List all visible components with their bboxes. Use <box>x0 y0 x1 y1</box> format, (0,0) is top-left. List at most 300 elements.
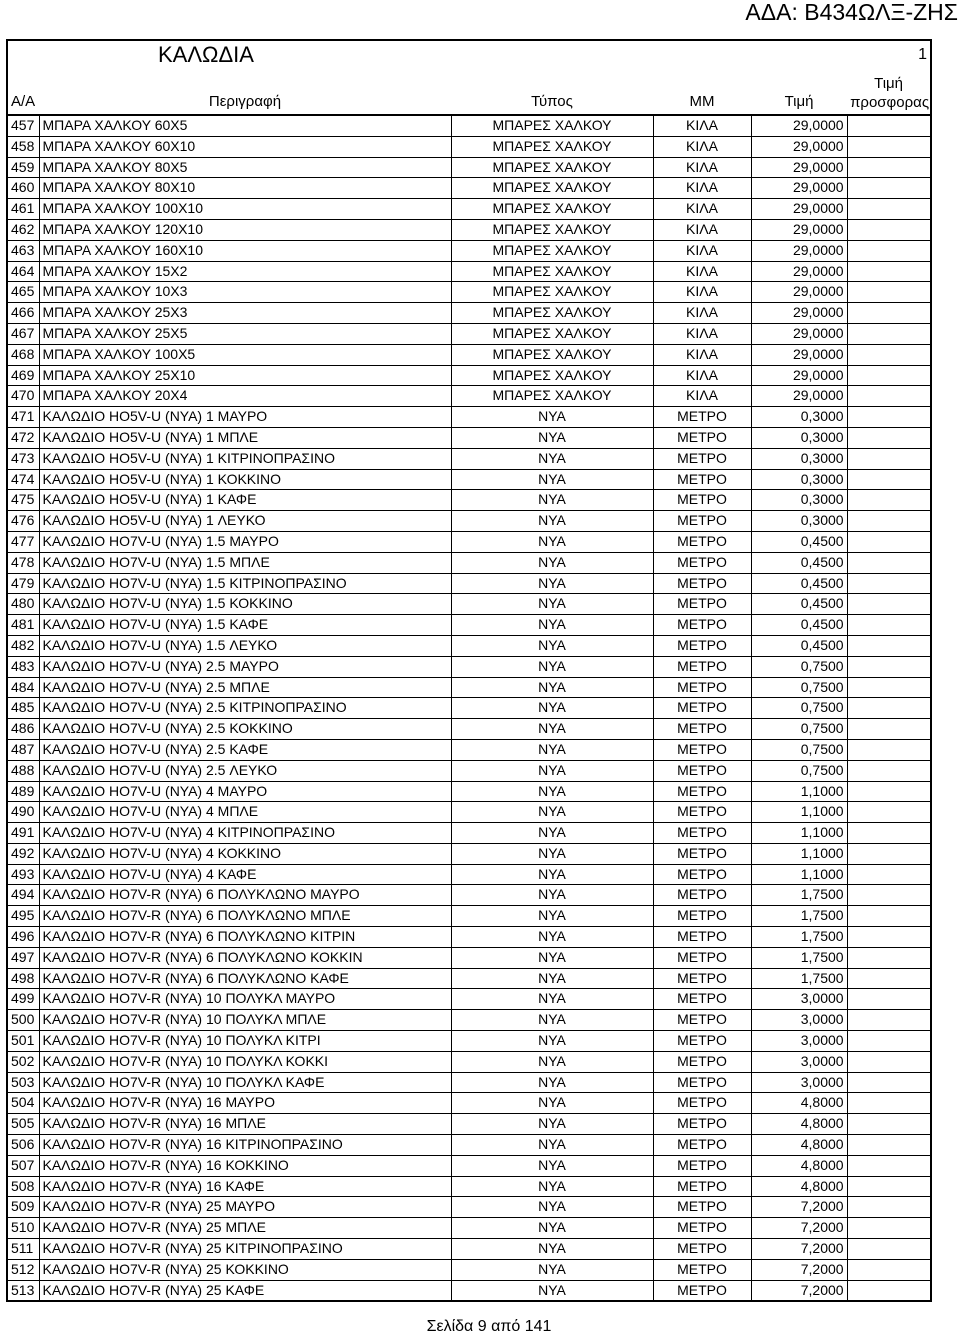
row-offer[interactable] <box>847 781 931 802</box>
row-unit: ΚΙΛΑ <box>653 303 751 324</box>
row-type: NYA <box>451 719 653 740</box>
row-description: ΚΑΛΩΔΙΟ HO7V-U (NYA) 4 ΚΑΦΕ <box>39 864 451 885</box>
row-price: 0,3000 <box>751 511 847 532</box>
row-number: 475 <box>7 490 39 511</box>
row-unit: ΚΙΛΑ <box>653 282 751 303</box>
row-type: ΜΠΑΡΕΣ ΧΑΛΚΟΥ <box>451 261 653 282</box>
row-price: 3,0000 <box>751 1010 847 1031</box>
row-offer[interactable] <box>847 490 931 511</box>
row-unit: ΜΕΤΡΟ <box>653 1197 751 1218</box>
row-unit: ΜΕΤΡΟ <box>653 1031 751 1052</box>
footer-text: Σελίδα 9 από 141 <box>426 1318 552 1335</box>
row-number: 473 <box>7 448 39 469</box>
row-price: 4,8000 <box>751 1155 847 1176</box>
row-type: ΜΠΑΡΕΣ ΧΑΛΚΟΥ <box>451 178 653 199</box>
price-table <box>6 39 932 1302</box>
row-offer[interactable] <box>847 635 931 656</box>
row-unit: ΚΙΛΑ <box>653 323 751 344</box>
row-type: NYA <box>451 906 653 927</box>
row-unit: ΜΕΤΡΟ <box>653 739 751 760</box>
row-description: ΜΠΑΡΑ ΧΑΛΚΟΥ 120Χ10 <box>39 219 451 240</box>
header-offer <box>847 68 931 115</box>
row-description: ΜΠΑΡΑ ΧΑΛΚΟΥ 20Χ4 <box>39 386 451 407</box>
row-type: NYA <box>451 635 653 656</box>
row-price: 0,4500 <box>751 594 847 615</box>
row-unit: ΚΙΛΑ <box>653 240 751 261</box>
header-type: Τύπος <box>451 68 653 115</box>
row-offer[interactable] <box>847 1197 931 1218</box>
row-type: ΜΠΑΡΕΣ ΧΑΛΚΟΥ <box>451 365 653 386</box>
row-unit: ΚΙΛΑ <box>653 261 751 282</box>
row-description: ΚΑΛΩΔΙΟ HO7V-R (NYA) 10 ΠΟΛΥΚΛ ΚΑΦΕ <box>39 1072 451 1093</box>
row-offer[interactable] <box>847 989 931 1010</box>
row-unit: ΚΙΛΑ <box>653 386 751 407</box>
row-number: 507 <box>7 1155 39 1176</box>
row-price: 29,0000 <box>751 261 847 282</box>
row-price: 1,1000 <box>751 781 847 802</box>
row-type: NYA <box>451 781 653 802</box>
row-unit: ΜΕΤΡΟ <box>653 1135 751 1156</box>
row-unit: ΜΕΤΡΟ <box>653 635 751 656</box>
row-offer[interactable] <box>847 282 931 303</box>
row-type: NYA <box>451 698 653 719</box>
header-row <box>7 68 931 115</box>
row-description: ΚΑΛΩΔΙΟ HO7V-R (NYA) 6 ΠΟΛΥΚΛΩΝΟ ΚΙΤΡΙΝ <box>39 927 451 948</box>
row-unit: ΜΕΤΡΟ <box>653 677 751 698</box>
row-offer[interactable] <box>847 365 931 386</box>
row-description: ΜΠΑΡΑ ΧΑΛΚΟΥ 25Χ3 <box>39 303 451 324</box>
row-description: ΚΑΛΩΔΙΟ HO7V-U (NYA) 2.5 ΜΠΛΕ <box>39 677 451 698</box>
row-number: 487 <box>7 739 39 760</box>
row-unit: ΜΕΤΡΟ <box>653 656 751 677</box>
table-row <box>7 968 931 989</box>
row-offer[interactable] <box>847 240 931 261</box>
row-type: ΜΠΑΡΕΣ ΧΑΛΚΟΥ <box>451 344 653 365</box>
table-row <box>7 1031 931 1052</box>
row-type: NYA <box>451 968 653 989</box>
row-offer[interactable] <box>847 615 931 636</box>
row-offer[interactable] <box>847 760 931 781</box>
row-type: NYA <box>451 594 653 615</box>
row-type: NYA <box>451 1093 653 1114</box>
table-row <box>7 677 931 698</box>
table-row <box>7 739 931 760</box>
row-unit: ΜΕΤΡΟ <box>653 760 751 781</box>
row-number: 509 <box>7 1197 39 1218</box>
row-offer[interactable] <box>847 115 931 136</box>
row-price: 0,3000 <box>751 490 847 511</box>
row-description: ΚΑΛΩΔΙΟ HO7V-U (NYA) 1.5 ΜΑΥΡΟ <box>39 531 451 552</box>
row-type: ΜΠΑΡΕΣ ΧΑΛΚΟΥ <box>451 303 653 324</box>
table-row <box>7 157 931 178</box>
row-price: 0,4500 <box>751 635 847 656</box>
row-offer[interactable] <box>847 1280 931 1301</box>
row-offer[interactable] <box>847 323 931 344</box>
row-offer[interactable] <box>847 1093 931 1114</box>
row-offer[interactable] <box>847 386 931 407</box>
row-offer[interactable] <box>847 1072 931 1093</box>
row-offer[interactable] <box>847 927 931 948</box>
row-description: ΚΑΛΩΔΙΟ HO7V-U (NYA) 2.5 ΚΙΤΡΙΝΟΠΡΑΣΙΝΟ <box>39 698 451 719</box>
row-unit: ΜΕΤΡΟ <box>653 864 751 885</box>
row-price: 0,3000 <box>751 448 847 469</box>
row-unit: ΜΕΤΡΟ <box>653 781 751 802</box>
row-number: 491 <box>7 823 39 844</box>
row-number: 506 <box>7 1135 39 1156</box>
row-description: ΚΑΛΩΔΙΟ HO5V-U (NYA) 1 ΛΕΥΚΟ <box>39 511 451 532</box>
row-unit: ΚΙΛΑ <box>653 136 751 157</box>
row-offer[interactable] <box>847 1010 931 1031</box>
row-description: ΚΑΛΩΔΙΟ HO7V-U (NYA) 1.5 ΚΑΦΕ <box>39 615 451 636</box>
row-unit: ΜΕΤΡΟ <box>653 947 751 968</box>
row-number: 470 <box>7 386 39 407</box>
table-row <box>7 760 931 781</box>
row-offer[interactable] <box>847 427 931 448</box>
table-row <box>7 407 931 428</box>
row-type: ΜΠΑΡΕΣ ΧΑΛΚΟΥ <box>451 282 653 303</box>
row-description: ΚΑΛΩΔΙΟ HO7V-U (NYA) 4 ΜΑΥΡΟ <box>39 781 451 802</box>
row-description: ΚΑΛΩΔΙΟ HO5V-U (NYA) 1 ΚΟΚΚΙΝΟ <box>39 469 451 490</box>
row-type: ΜΠΑΡΕΣ ΧΑΛΚΟΥ <box>451 157 653 178</box>
row-number: 481 <box>7 615 39 636</box>
row-number: 467 <box>7 323 39 344</box>
row-offer[interactable] <box>847 739 931 760</box>
table-row <box>7 1280 931 1301</box>
table-row <box>7 906 931 927</box>
row-unit: ΜΕΤΡΟ <box>653 968 751 989</box>
table-row <box>7 178 931 199</box>
row-type: NYA <box>451 1031 653 1052</box>
row-price: 29,0000 <box>751 157 847 178</box>
row-unit: ΚΙΛΑ <box>653 344 751 365</box>
row-type: NYA <box>451 1010 653 1031</box>
table-row <box>7 719 931 740</box>
row-number: 480 <box>7 594 39 615</box>
row-type: NYA <box>451 989 653 1010</box>
row-description: ΚΑΛΩΔΙΟ HO7V-R (NYA) 6 ΠΟΛΥΚΛΩΝΟ ΜΑΥΡΟ <box>39 885 451 906</box>
row-description: ΜΠΑΡΑ ΧΑΛΚΟΥ 80Χ5 <box>39 157 451 178</box>
row-unit: ΜΕΤΡΟ <box>653 698 751 719</box>
row-offer[interactable] <box>847 823 931 844</box>
row-unit: ΜΕΤΡΟ <box>653 531 751 552</box>
row-offer[interactable] <box>847 407 931 428</box>
row-offer[interactable] <box>847 1218 931 1239</box>
page-number: 1 <box>847 40 931 68</box>
row-offer[interactable] <box>847 885 931 906</box>
header-offer-line2: προσφορας <box>850 94 930 111</box>
row-unit: ΜΕΤΡΟ <box>653 1280 751 1301</box>
table-row <box>7 573 931 594</box>
row-offer[interactable] <box>847 573 931 594</box>
row-description: ΚΑΛΩΔΙΟ HO5V-U (NYA) 1 ΜΠΛΕ <box>39 427 451 448</box>
row-description: ΚΑΛΩΔΙΟ HO7V-R (NYA) 25 ΚΑΦΕ <box>39 1280 451 1301</box>
row-offer[interactable] <box>847 719 931 740</box>
row-number: 461 <box>7 199 39 220</box>
row-type: NYA <box>451 1155 653 1176</box>
row-description: ΚΑΛΩΔΙΟ HO7V-U (NYA) 2.5 ΚΑΦΕ <box>39 739 451 760</box>
row-offer[interactable] <box>847 552 931 573</box>
row-unit: ΜΕΤΡΟ <box>653 1010 751 1031</box>
row-description: ΚΑΛΩΔΙΟ HO7V-U (NYA) 2.5 ΚΟΚΚΙΝΟ <box>39 719 451 740</box>
row-unit: ΜΕΤΡΟ <box>653 573 751 594</box>
table-row <box>7 261 931 282</box>
row-description: ΚΑΛΩΔΙΟ HO7V-U (NYA) 1.5 ΜΠΛΕ <box>39 552 451 573</box>
row-price: 7,2000 <box>751 1259 847 1280</box>
table-row <box>7 1093 931 1114</box>
row-number: 511 <box>7 1239 39 1260</box>
row-unit: ΜΕΤΡΟ <box>653 1176 751 1197</box>
row-offer[interactable] <box>847 864 931 885</box>
row-offer[interactable] <box>847 1259 931 1280</box>
row-price: 0,3000 <box>751 427 847 448</box>
row-price: 7,2000 <box>751 1197 847 1218</box>
row-offer[interactable] <box>847 511 931 532</box>
row-price: 0,7500 <box>751 698 847 719</box>
row-description: ΚΑΛΩΔΙΟ HO7V-R (NYA) 25 ΜΠΛΕ <box>39 1218 451 1239</box>
row-number: 504 <box>7 1093 39 1114</box>
row-number: 463 <box>7 240 39 261</box>
row-offer[interactable] <box>847 947 931 968</box>
row-number: 490 <box>7 802 39 823</box>
row-unit: ΜΕΤΡΟ <box>653 1114 751 1135</box>
row-description: ΜΠΑΡΑ ΧΑΛΚΟΥ 80Χ10 <box>39 178 451 199</box>
table-row <box>7 947 931 968</box>
row-offer[interactable] <box>847 968 931 989</box>
table-row <box>7 864 931 885</box>
table-row <box>7 469 931 490</box>
row-offer[interactable] <box>847 1176 931 1197</box>
header-unit: ΜΜ <box>653 68 751 115</box>
row-price: 29,0000 <box>751 178 847 199</box>
row-type: NYA <box>451 407 653 428</box>
row-number: 479 <box>7 573 39 594</box>
table-row <box>7 282 931 303</box>
table-row <box>7 823 931 844</box>
row-type: NYA <box>451 843 653 864</box>
row-number: 486 <box>7 719 39 740</box>
row-price: 0,7500 <box>751 656 847 677</box>
table-row <box>7 1114 931 1135</box>
row-unit: ΜΕΤΡΟ <box>653 1259 751 1280</box>
table-row <box>7 1218 931 1239</box>
row-type: NYA <box>451 1218 653 1239</box>
row-offer[interactable] <box>847 344 931 365</box>
row-offer[interactable] <box>847 594 931 615</box>
row-type: NYA <box>451 1239 653 1260</box>
row-offer[interactable] <box>847 1051 931 1072</box>
row-price: 4,8000 <box>751 1093 847 1114</box>
row-unit: ΜΕΤΡΟ <box>653 1072 751 1093</box>
row-unit: ΜΕΤΡΟ <box>653 511 751 532</box>
row-type: NYA <box>451 885 653 906</box>
row-description: ΚΑΛΩΔΙΟ HO7V-R (NYA) 16 ΚΙΤΡΙΝΟΠΡΑΣΙΝΟ <box>39 1135 451 1156</box>
row-description: ΚΑΛΩΔΙΟ HO7V-R (NYA) 6 ΠΟΛΥΚΛΩΝΟ ΜΠΛΕ <box>39 906 451 927</box>
row-description: ΜΠΑΡΑ ΧΑΛΚΟΥ 25Χ5 <box>39 323 451 344</box>
row-type: NYA <box>451 427 653 448</box>
table-row <box>7 323 931 344</box>
row-offer[interactable] <box>847 303 931 324</box>
row-offer[interactable] <box>847 157 931 178</box>
row-price: 0,7500 <box>751 677 847 698</box>
table-row <box>7 989 931 1010</box>
row-description: ΚΑΛΩΔΙΟ HO5V-U (NYA) 1 ΚΑΦΕ <box>39 490 451 511</box>
row-number: 471 <box>7 407 39 428</box>
row-number: 466 <box>7 303 39 324</box>
row-price: 4,8000 <box>751 1176 847 1197</box>
row-offer[interactable] <box>847 656 931 677</box>
row-number: 476 <box>7 511 39 532</box>
row-number: 468 <box>7 344 39 365</box>
row-offer[interactable] <box>847 1031 931 1052</box>
row-number: 485 <box>7 698 39 719</box>
row-type: NYA <box>451 1135 653 1156</box>
table-row <box>7 1051 931 1072</box>
row-type: NYA <box>451 1051 653 1072</box>
table-row <box>7 344 931 365</box>
row-description: ΚΑΛΩΔΙΟ HO7V-U (NYA) 1.5 ΚΟΚΚΙΝΟ <box>39 594 451 615</box>
row-price: 29,0000 <box>751 115 847 136</box>
table-row <box>7 240 931 261</box>
row-price: 0,3000 <box>751 469 847 490</box>
row-unit: ΜΕΤΡΟ <box>653 1051 751 1072</box>
row-description: ΚΑΛΩΔΙΟ HO7V-R (NYA) 10 ΠΟΛΥΚΛ ΜΠΛΕ <box>39 1010 451 1031</box>
row-unit: ΜΕΤΡΟ <box>653 1093 751 1114</box>
row-price: 0,7500 <box>751 760 847 781</box>
table-row <box>7 511 931 532</box>
row-description: ΜΠΑΡΑ ΧΑΛΚΟΥ 60Χ10 <box>39 136 451 157</box>
row-price: 1,7500 <box>751 947 847 968</box>
row-price: 29,0000 <box>751 199 847 220</box>
row-offer[interactable] <box>847 178 931 199</box>
row-offer[interactable] <box>847 219 931 240</box>
row-description: ΚΑΛΩΔΙΟ HO7V-U (NYA) 4 ΜΠΛΕ <box>39 802 451 823</box>
row-number: 500 <box>7 1010 39 1031</box>
row-unit: ΚΙΛΑ <box>653 199 751 220</box>
row-price: 0,4500 <box>751 531 847 552</box>
table-row <box>7 1259 931 1280</box>
table-row <box>7 386 931 407</box>
table-row <box>7 199 931 220</box>
row-description: ΜΠΑΡΑ ΧΑΛΚΟΥ 100Χ5 <box>39 344 451 365</box>
row-offer[interactable] <box>847 1239 931 1260</box>
row-number: 494 <box>7 885 39 906</box>
row-offer[interactable] <box>847 448 931 469</box>
table-row <box>7 531 931 552</box>
row-price: 4,8000 <box>751 1114 847 1135</box>
row-price: 3,0000 <box>751 1031 847 1052</box>
row-description: ΚΑΛΩΔΙΟ HO5V-U (NYA) 1 ΜΑΥΡΟ <box>39 407 451 428</box>
row-offer[interactable] <box>847 1114 931 1135</box>
row-unit: ΜΕΤΡΟ <box>653 552 751 573</box>
row-number: 469 <box>7 365 39 386</box>
row-number: 460 <box>7 178 39 199</box>
row-number: 510 <box>7 1218 39 1239</box>
table-row <box>7 1176 931 1197</box>
row-type: NYA <box>451 490 653 511</box>
row-price: 0,4500 <box>751 573 847 594</box>
row-type: NYA <box>451 552 653 573</box>
table-row <box>7 594 931 615</box>
row-number: 459 <box>7 157 39 178</box>
row-offer[interactable] <box>847 199 931 220</box>
row-price: 1,7500 <box>751 968 847 989</box>
row-unit: ΜΕΤΡΟ <box>653 1155 751 1176</box>
row-price: 4,8000 <box>751 1135 847 1156</box>
price-sheet <box>6 39 930 1302</box>
row-number: 464 <box>7 261 39 282</box>
table-row <box>7 1239 931 1260</box>
row-type: NYA <box>451 1072 653 1093</box>
row-price: 0,4500 <box>751 552 847 573</box>
row-number: 512 <box>7 1259 39 1280</box>
row-type: ΜΠΑΡΕΣ ΧΑΛΚΟΥ <box>451 199 653 220</box>
row-offer[interactable] <box>847 1155 931 1176</box>
row-price: 29,0000 <box>751 282 847 303</box>
row-unit: ΜΕΤΡΟ <box>653 906 751 927</box>
row-offer[interactable] <box>847 843 931 864</box>
table-row <box>7 490 931 511</box>
row-number: 483 <box>7 656 39 677</box>
row-offer[interactable] <box>847 1135 931 1156</box>
row-type: NYA <box>451 760 653 781</box>
row-number: 499 <box>7 989 39 1010</box>
row-offer[interactable] <box>847 261 931 282</box>
header-no: Α/Α <box>7 68 39 115</box>
row-unit: ΜΕΤΡΟ <box>653 1239 751 1260</box>
row-description: ΚΑΛΩΔΙΟ HO5V-U (NYA) 1 ΚΙΤΡΙΝΟΠΡΑΣΙΝΟ <box>39 448 451 469</box>
row-price: 7,2000 <box>751 1239 847 1260</box>
row-description: ΚΑΛΩΔΙΟ HO7V-R (NYA) 10 ΠΟΛΥΚΛ ΚΟΚΚΙ <box>39 1051 451 1072</box>
row-description: ΚΑΛΩΔΙΟ HO7V-U (NYA) 2.5 ΛΕΥΚΟ <box>39 760 451 781</box>
row-price: 7,2000 <box>751 1280 847 1301</box>
row-price: 29,0000 <box>751 365 847 386</box>
row-unit: ΚΙΛΑ <box>653 219 751 240</box>
row-type: ΜΠΑΡΕΣ ΧΑΛΚΟΥ <box>451 386 653 407</box>
row-unit: ΜΕΤΡΟ <box>653 407 751 428</box>
row-number: 478 <box>7 552 39 573</box>
row-description: ΚΑΛΩΔΙΟ HO7V-R (NYA) 25 ΜΑΥΡΟ <box>39 1197 451 1218</box>
row-type: NYA <box>451 947 653 968</box>
row-description: ΚΑΛΩΔΙΟ HO7V-U (NYA) 4 ΚΟΚΚΙΝΟ <box>39 843 451 864</box>
row-unit: ΜΕΤΡΟ <box>653 469 751 490</box>
row-type: NYA <box>451 739 653 760</box>
row-description: ΚΑΛΩΔΙΟ HO7V-R (NYA) 16 ΚΟΚΚΙΝΟ <box>39 1155 451 1176</box>
row-unit: ΜΕΤΡΟ <box>653 594 751 615</box>
row-offer[interactable] <box>847 906 931 927</box>
row-offer[interactable] <box>847 531 931 552</box>
row-offer[interactable] <box>847 698 931 719</box>
row-number: 502 <box>7 1051 39 1072</box>
row-price: 1,1000 <box>751 823 847 844</box>
row-unit: ΜΕΤΡΟ <box>653 885 751 906</box>
row-number: 477 <box>7 531 39 552</box>
row-description: ΚΑΛΩΔΙΟ HO7V-R (NYA) 6 ΠΟΛΥΚΛΩΝΟ ΚΑΦΕ <box>39 968 451 989</box>
row-price: 0,4500 <box>751 615 847 636</box>
row-price: 29,0000 <box>751 303 847 324</box>
row-offer[interactable] <box>847 802 931 823</box>
row-unit: ΚΙΛΑ <box>653 178 751 199</box>
row-price: 1,1000 <box>751 802 847 823</box>
row-price: 29,0000 <box>751 136 847 157</box>
row-offer[interactable] <box>847 469 931 490</box>
row-description: ΚΑΛΩΔΙΟ HO7V-R (NYA) 10 ΠΟΛΥΚΛ ΜΑΥΡΟ <box>39 989 451 1010</box>
row-number: 465 <box>7 282 39 303</box>
row-description: ΚΑΛΩΔΙΟ HO7V-R (NYA) 16 ΜΠΛΕ <box>39 1114 451 1135</box>
row-type: ΜΠΑΡΕΣ ΧΑΛΚΟΥ <box>451 115 653 136</box>
row-price: 29,0000 <box>751 240 847 261</box>
row-offer[interactable] <box>847 136 931 157</box>
row-offer[interactable] <box>847 677 931 698</box>
